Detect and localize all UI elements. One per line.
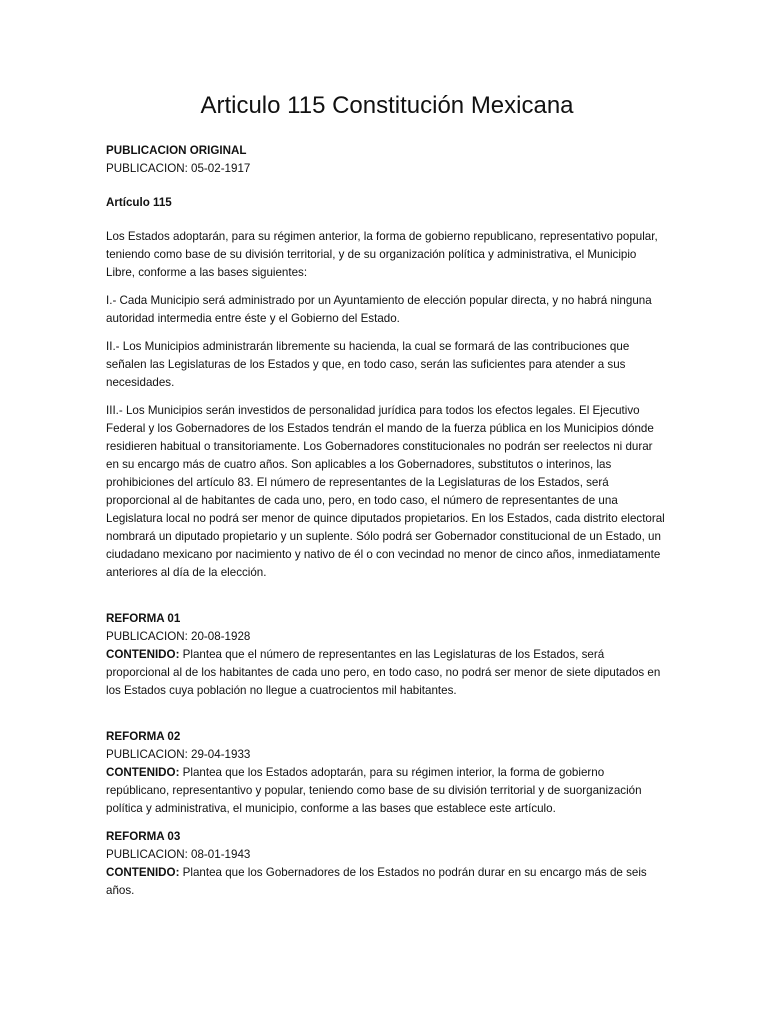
reforma-content	[106, 646, 668, 700]
content-label: CONTENIDO:	[106, 866, 180, 879]
content-label: CONTENIDO:	[106, 766, 180, 779]
document-title: Articulo 115 Constitución Mexicana	[200, 92, 574, 119]
content-label: CONTENIDO:	[106, 648, 180, 661]
content-text: Plantea que el número de representantes en las Legislaturas de los Estados, será proporcional al de los habitantes de cada uno pero, en todo caso, no podrá ser menor de siete diputados en los Estados cuya población no llegue a cuatrocientos mil habitantes.	[106, 648, 661, 697]
original-publication-section	[106, 142, 668, 178]
fraction-ii: II.- Los Municipios administrarán libremente su hacienda, la cual se formará de las contribuciones que señalen las Legislaturas de los Estados y que, en todo caso, serán las suficientes para atender a sus necesidades.	[106, 340, 630, 389]
original-publication-date: PUBLICACION: 05-02-1917	[106, 162, 251, 175]
reforma-content	[106, 764, 668, 818]
original-heading: PUBLICACION ORIGINAL	[106, 144, 247, 157]
reforma-03-section	[106, 828, 668, 900]
article-heading: Artículo 115	[106, 196, 172, 209]
reforma-heading: REFORMA 03	[106, 830, 181, 843]
reforma-heading: REFORMA 01	[106, 612, 181, 625]
reforma-heading: REFORMA 02	[106, 730, 181, 743]
fraction-i: I.- Cada Municipio será administrado por un Ayuntamiento de elección popular directa, y no habrá ninguna autoridad intermedia entre éste y el Gobierno del Estado.	[106, 294, 652, 325]
reforma-content	[106, 864, 668, 900]
reforma-02-section	[106, 728, 668, 818]
reforma-publication-date: PUBLICACION: 29-04-1933	[106, 748, 251, 761]
reforma-publication-date: PUBLICACION: 20-08-1928	[106, 630, 251, 643]
content-text: Plantea que los Estados adoptarán, para su régimen interior, la forma de gobierno repúblicano, representantivo y popular, teniendo como base de su división territorial y de suorganización política y administrativa, el municipio, conforme a las bases que establece este artículo.	[106, 766, 642, 815]
article-intro: Los Estados adoptarán, para su régimen anterior, la forma de gobierno republicano, representativo popular, teniendo como base de su división territorial, y de su organización política y administrativa, el Municipio Libre, conforme a las bases siguientes:	[106, 230, 658, 279]
fraction-iii: III.- Los Municipios serán investidos de personalidad jurídica para todos los efectos legales. El Ejecutivo Federal y los Gobernadores de los Estados tendrán el mando de la fuerza pública en los Municipios dónde residieren habitual o transitoriamente. Los Gobernadores constitucionales no podrán ser reelectos ni durar en su encargo más de cuatro años. Son aplicables a los Gobernadores, substitutos o interinos, las prohibiciones del artículo 83. El número de representantes de la Legislaturas de los Estados, será proporcional al de habitantes de cada uno, pero, en todo caso, el número de representantes de una Legislatura local no podrá ser menor de quince diputados propietarios. En los Estados, cada distrito electoral nombrará un diputado propietario y un suplente. Sólo podrá ser Gobernador constitucional de un Estado, un ciudadano mexicano por nacimiento y nativo de él o con vecindad no menor de cinco años, inmediatamente anteriores al día de la elección.	[106, 404, 665, 579]
reforma-01-section	[106, 610, 668, 700]
content-text: Plantea que los Gobernadores de los Estados no podrán durar en su encargo más de seis años.	[106, 866, 647, 897]
reforma-publication-date: PUBLICACION: 08-01-1943	[106, 848, 251, 861]
